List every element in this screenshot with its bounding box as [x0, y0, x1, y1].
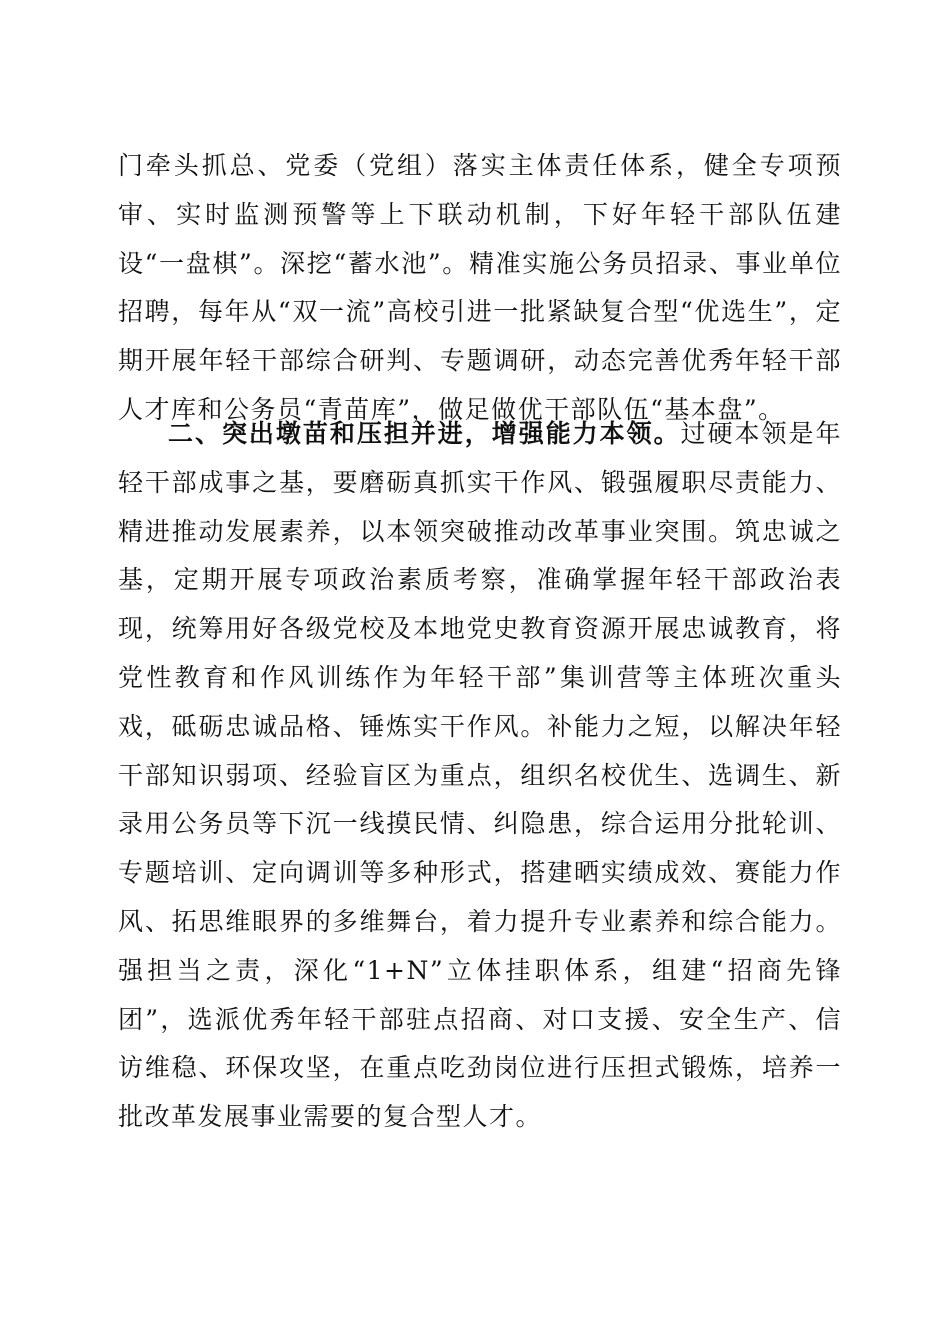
paragraph-text: 过硬本领是年轻干部成事之基，要磨砺真抓实干作风、锻强履职尽责能力、精进推动发展素养，以本领突破推动改革事业突围。筑忠诚之基，定期开展专项政治素质考察，准确掌握年轻干部政治表现，统筹用好各级党校及本地党史教育资源开展忠诚教育，将党性教育和作风训练作为年轻干部”集训营等主体班次重头戏，砥砺忠诚品格、锤炼实干作风。补能力之短，以解决年轻干部知识弱项、经验盲区为重点，组织名校优生、选调生、新录用公务员等下沉一线摸民情、纠隐患，综合运用分批轮训、专题培训、定向调训等多种形式，搭建晒实绩成效、赛能力作风、拓思维眼界的多维舞台，着力提升专业素养和综合能力。强担当之责，深化“1+N”立体挂职体系，组建“招商先锋团”，选派优秀年轻干部驻点招商、对口支援、安全生产、信访维稳、环保攻坚，在重点吃劲岗位进行压担式锻炼，培养一批改革发展事业需要的复合型人才。 — [118, 419, 842, 1132]
paragraph-section-two — [118, 410, 842, 1142]
paragraph-text: 门牵头抓总、党委（党组）落实主体责任体系，健全专项预审、实时监测预警等上下联动机制，下好年轻干部队伍建设“一盘棋”。深挖“蓄水池”。精准实施公务员招录、事业单位招聘，每年从“双一流”高校引进一批紧缺复合型“优选生”，定期开展年轻干部综合研判、专题调研，动态完善优秀年轻干部人才库和公务员“青苗库”，做足做优干部队伍“基本盘”。 — [118, 151, 842, 424]
paragraph-continuation — [118, 142, 842, 435]
section-heading: 二、突出墩苗和压担并进，增强能力本领。 — [168, 419, 681, 448]
paragraph-body — [118, 410, 842, 1142]
